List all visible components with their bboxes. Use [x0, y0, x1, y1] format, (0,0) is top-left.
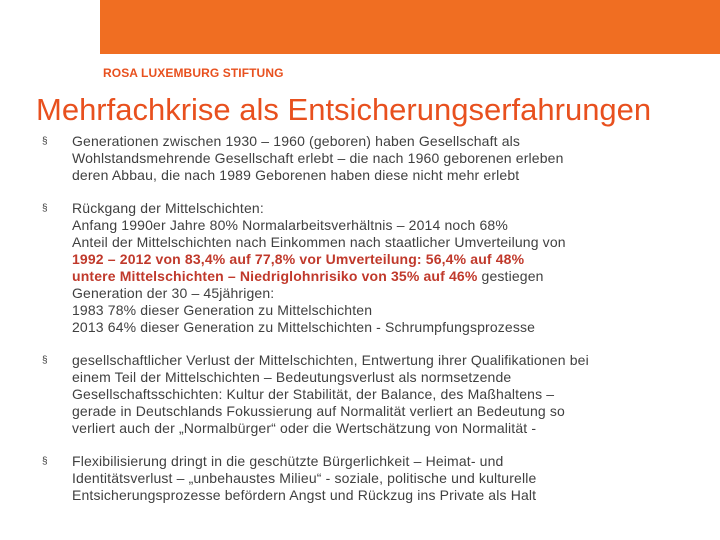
bullet-marker: § [42, 136, 48, 147]
highlighted-text-line: 1992 – 2012 von 83,4% auf 77,8% vor Umverteilung: 56,4% auf 48% [72, 251, 525, 267]
bullet-text: gestiegen [477, 268, 544, 284]
bullet-text-line: Wohlstandsmehrende Gesellschaft erlebt – die nach 1960 geborenen erleben [72, 150, 564, 166]
bullet-marker: § [42, 456, 48, 467]
bullet-list [42, 133, 702, 520]
header-banner [100, 0, 720, 54]
bullet-generationen [42, 133, 702, 184]
bullet-text-line: gerade in Deutschlands Fokussierung auf Normalität verliert an Bedeutung so [72, 403, 565, 419]
bullet-flexibilisierung [42, 453, 702, 504]
bullet-text-line: Gesellschaftsschichten: Kultur der Stabilität, der Balance, des Maßhaltens – [72, 386, 555, 402]
bullet-text-line: 2013 64% dieser Generation zu Mittelschichten - Schrumpfungsprozesse [72, 319, 536, 335]
bullet-text-line: Entsicherungsprozesse befördern Angst und Rückzug ins Private als Halt [72, 487, 537, 503]
bullet-text-line: 1983 78% dieser Generation zu Mittelschichten [72, 302, 373, 318]
bullet-text-line: gesellschaftlicher Verlust der Mittelschichten, Entwertung ihrer Qualifikationen bei [72, 352, 589, 368]
bullet-text-line: Identitätsverlust – „unbehaustes Milieu“ - soziale, politische und kulturelle [72, 470, 537, 486]
bullet-text-line: Rückgang der Mittelschichten: [72, 200, 264, 216]
bullet-text-line: Flexibilisierung dringt in die geschützte Bürgerlichkeit – Heimat- und [72, 453, 504, 469]
bullet-text-line: Generation der 30 – 45jährigen: [72, 285, 275, 301]
bullet-text-line: Generationen zwischen 1930 – 1960 (geboren) haben Gesellschaft als [72, 133, 521, 149]
bullet-text-line: deren Abbau, die nach 1989 Geborenen haben diese nicht mehr erlebt [72, 167, 520, 183]
bullet-marker: § [42, 203, 48, 214]
bullet-mittelschichten [42, 200, 702, 336]
bullet-text-line: verliert auch der „Normalbürger“ oder die Wertschätzung von Normalität - [72, 420, 537, 436]
highlighted-text: untere Mittelschichten – Niedriglohnrisiko von 35% auf 46% [72, 268, 478, 284]
brand-name: ROSA LUXEMBURG STIFTUNG [103, 66, 284, 80]
mixed-text-line [72, 268, 702, 285]
bullet-text-line: einem Teil der Mittelschichten – Bedeutungsverlust als normsetzende [72, 369, 512, 385]
bullet-text-line: Anfang 1990er Jahre 80% Normalarbeitsverhältnis – 2014 noch 68% [72, 217, 508, 233]
bullet-verlust [42, 352, 702, 437]
bullet-text-line: Anteil der Mittelschichten nach Einkommen nach staatlicher Umverteilung von [72, 234, 566, 250]
bullet-marker: § [42, 355, 48, 366]
slide-title: Mehrfachkrise als Entsicherungserfahrungen [36, 92, 652, 127]
